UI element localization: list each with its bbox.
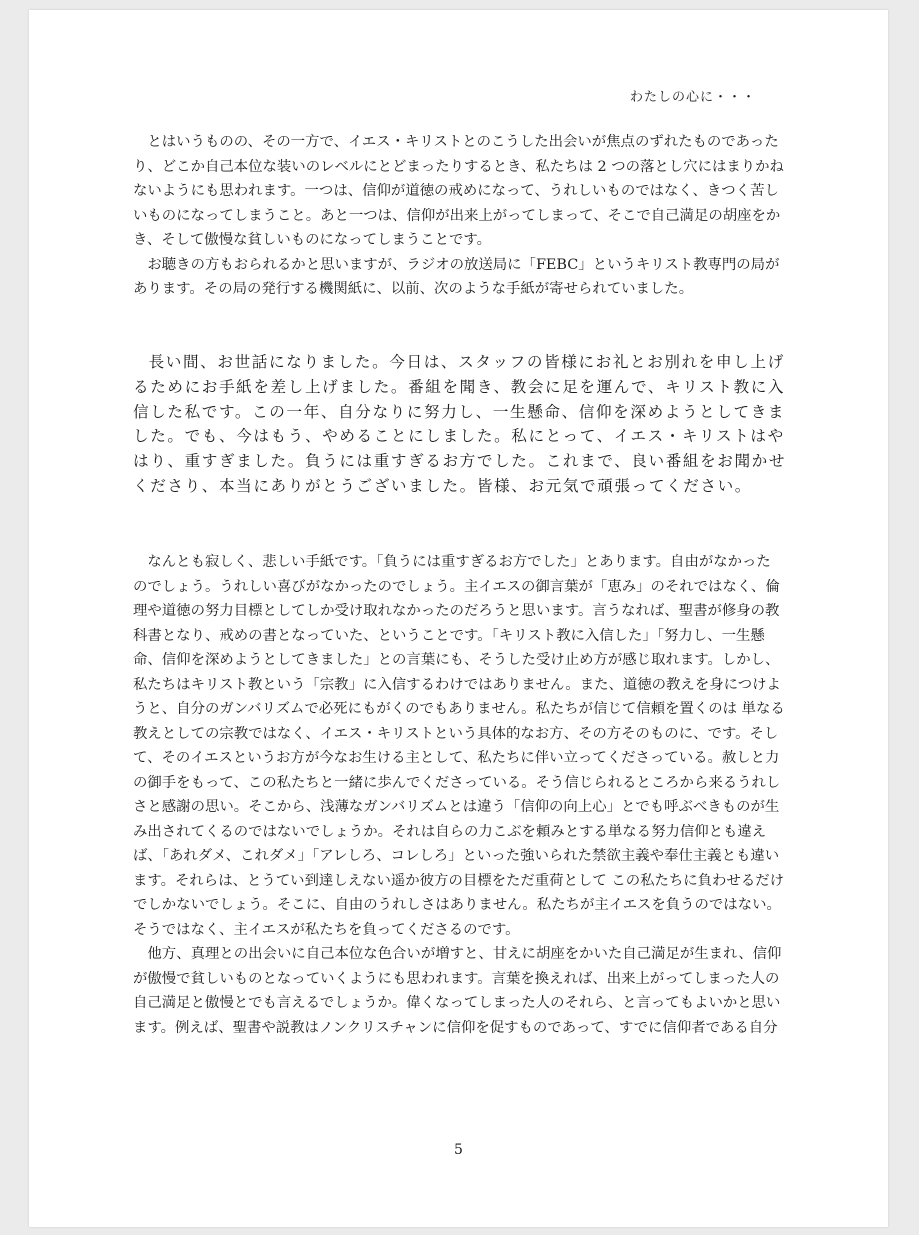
body-section — [133, 550, 785, 1040]
intro-section — [133, 130, 785, 302]
paragraph: 他方、真理との出会いに自己本位な色合いが増すと、甘えに胡座をかいた自己満足が生まれ、信仰が傲慢で貧しいものとなっていくようにも思われます。言葉を換えれば、出来上がってしまった人の自己満足と傲慢とでも言えるでしょうか。偉くなってしまった人のそれら、と言ってもよいかと思います。例えば、聖書や説教はノンクリスチャンに信仰を促すものであって、すでに信仰者である自分 — [133, 946, 782, 1036]
page-number: 5 — [454, 1142, 463, 1158]
quoted-letter: 長い間、お世話になりました。今日は、スタッフの皆様にお礼とお別れを申し上げるためにお手紙を差し上げました。番組を聞き、教会に足を運んで、キリスト教に入信した私です。この一年、自分なりに努力し、一生懸命、信仰を深めようとしてきました。でも、今はもう、やめることにしました。私にとって、イエス・キリストはやはり、重すぎました。負うには重すぎるお方でした。これまで、良い番組をお聞かせくださり、本当にありがとうございました。皆様、お元気で頑張ってください。 — [133, 353, 787, 495]
running-header: わたしの心に・・・ — [629, 90, 756, 105]
paragraph: なんとも寂しく、悲しい手紙です。「負うには重すぎるお方でした」とあります。自由がなかったのでしょう。うれしい喜びがなかったのでしょう。主イエスの御言葉が「恵み」のそれではなく、倫理や道徳の努力目標としてしか受け取れなかったのだろうと思います。言うなれば、聖書が修身の教科書となり、戒めの書となっていた、ということです。「キリスト教に入信した」「努力し、一生懸命、信仰を深めようとしてきました」との言葉にも、そうした受け止め方が感じ取れます。しかし、私たちはキリスト教という「宗教」に入信するわけではありません。また、道徳の教えを身につけようと、自分のガンバリズムで必死にもがくのでもありません。私たちが信じて信頼を置くのは 単なる教えとしての宗教ではなく、イエス・キリストという具体的なお方、その方そのものに、です。そして、そのイエスというお方が今なお生ける主として、私たちに伴い立ってくださっている。赦しと力の御手をもって、この私たちと一緒に歩んでくださっている。そう信じられるところから来るうれしさと感謝の思い。そこから、浅薄なガンバリズムとは違う「信仰の向上心」とでも呼ぶべきものが生み出されてくるのではないでしょうか。それは自らの力こぶを頼みとする単なる努力信仰とも違えば、「あれダメ、これダメ」「アレしろ、コレしろ」といった強いられた禁欲主義や奉仕主義とも違います。それらは、とうてい到達しえない遥か彼方の目標をただ重荷として この私たちに負わせるだけでしかないでしょう。そこに、自由のうれしさはありません。私たちが主イエスを負うのではない。そうではなく、主イエスが私たちを負ってくださるのです。 — [133, 554, 785, 938]
document-page — [29, 10, 888, 1227]
paragraph: お聴きの方もおられるかと思いますが、ラジオの放送局に「FEBC」というキリスト教専門の局があります。その局の発行する機関紙に、以前、次のような手紙が寄せられていました。 — [133, 256, 780, 297]
paragraph: とはいうものの、その一方で、イエス・キリストとのこうした出会いが焦点のずれたものであったり、どこか自己本位な装いのレベルにとどまったりするとき、私たちは 2 つの落とし穴にはまりかねないようにも思われます。一つは、信仰が道徳の戒めになって、うれしいものではなく、きつく苦しいものになってしまうこと。あと一つは、信仰が出来上がってしまって、そこで自己満足の胡座をかき、そして傲慢な貧しいものになってしまうことです。 — [133, 134, 784, 248]
